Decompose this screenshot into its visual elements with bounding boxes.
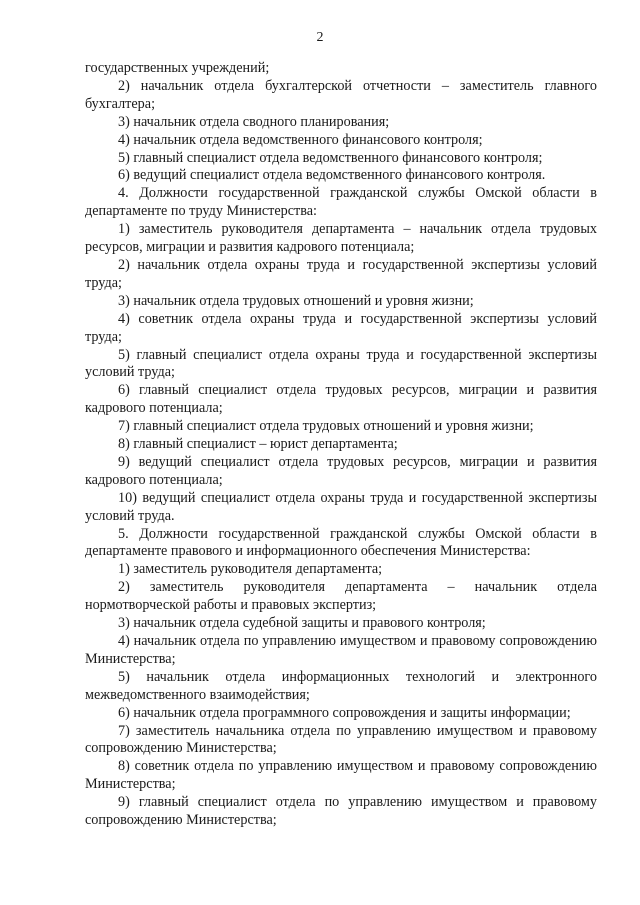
paragraph: 8) советник отдела по управлению имуществом и правовому сопровождению Министерства;	[85, 758, 597, 793]
paragraph: 1) заместитель руководителя департамента – начальник отдела трудовых ресурсов, миграции и развития кадрового потенциала;	[85, 221, 597, 256]
paragraph: 4) советник отдела охраны труда и государственной экспертизы условий труда;	[85, 310, 597, 345]
paragraph: 7) главный специалист отдела трудовых отношений и уровня жизни;	[118, 418, 534, 435]
paragraph: 3) начальник отдела судебной защиты и правового контроля;	[118, 615, 486, 632]
paragraph: государственных учреждений;	[85, 60, 270, 76]
paragraph: 3) начальник отдела сводного планирования;	[118, 113, 390, 130]
paragraph: 6) начальник отдела программного сопровождения и защиты информации;	[118, 704, 571, 721]
paragraph: 4) начальник отдела ведомственного финансового контроля;	[118, 131, 483, 148]
paragraph: 2) начальник отдела бухгалтерской отчетности – заместитель главного бухгалтера;	[85, 77, 597, 112]
paragraph: 6) ведущий специалист отдела ведомственного финансового контроля.	[118, 167, 546, 184]
paragraph: 2) заместитель руководителя департамента – начальник отдела нормотворческой работы и правовых экспертиз;	[85, 579, 597, 614]
paragraph: 6) главный специалист отдела трудовых ресурсов, миграции и развития кадрового потенциала;	[85, 382, 597, 417]
section-heading: 5. Должности государственной гражданской службы Омской области в департаменте правового и информационного обеспечения Министерства:	[85, 525, 597, 560]
paragraph: 5) главный специалист отдела ведомственного финансового контроля;	[118, 149, 543, 166]
document-body	[85, 60, 597, 830]
paragraph: 5) главный специалист отдела охраны труда и государственной экспертизы условий труда;	[85, 346, 597, 381]
section-heading: 4. Должности государственной гражданской службы Омской области в департаменте по труду Министерства:	[85, 185, 597, 220]
paragraph: 8) главный специалист – юрист департамента;	[118, 436, 398, 453]
paragraph: 5) начальник отдела информационных технологий и электронного межведомственного взаимодействия;	[85, 668, 597, 703]
paragraph: 2) начальник отдела охраны труда и государственной экспертизы условий труда;	[85, 256, 597, 291]
paragraph: 4) начальник отдела по управлению имуществом и правовому сопровождению Министерства;	[85, 633, 597, 667]
paragraph: 3) начальник отдела трудовых отношений и уровня жизни;	[118, 292, 474, 309]
page-number: 2	[316, 30, 324, 45]
paragraph: 7) заместитель начальника отдела по управлению имуществом и правовому сопровождению Министерства;	[85, 722, 597, 757]
paragraph: 1) заместитель руководителя департамента;	[118, 561, 383, 578]
paragraph: 10) ведущий специалист отдела охраны труда и государственной экспертизы условий труда.	[85, 489, 597, 524]
paragraph: 9) главный специалист отдела по управлению имуществом и правовому сопровождению Министерства;	[85, 794, 597, 829]
paragraph: 9) ведущий специалист отдела трудовых ресурсов, миграции и развития кадрового потенциала;	[85, 453, 597, 488]
